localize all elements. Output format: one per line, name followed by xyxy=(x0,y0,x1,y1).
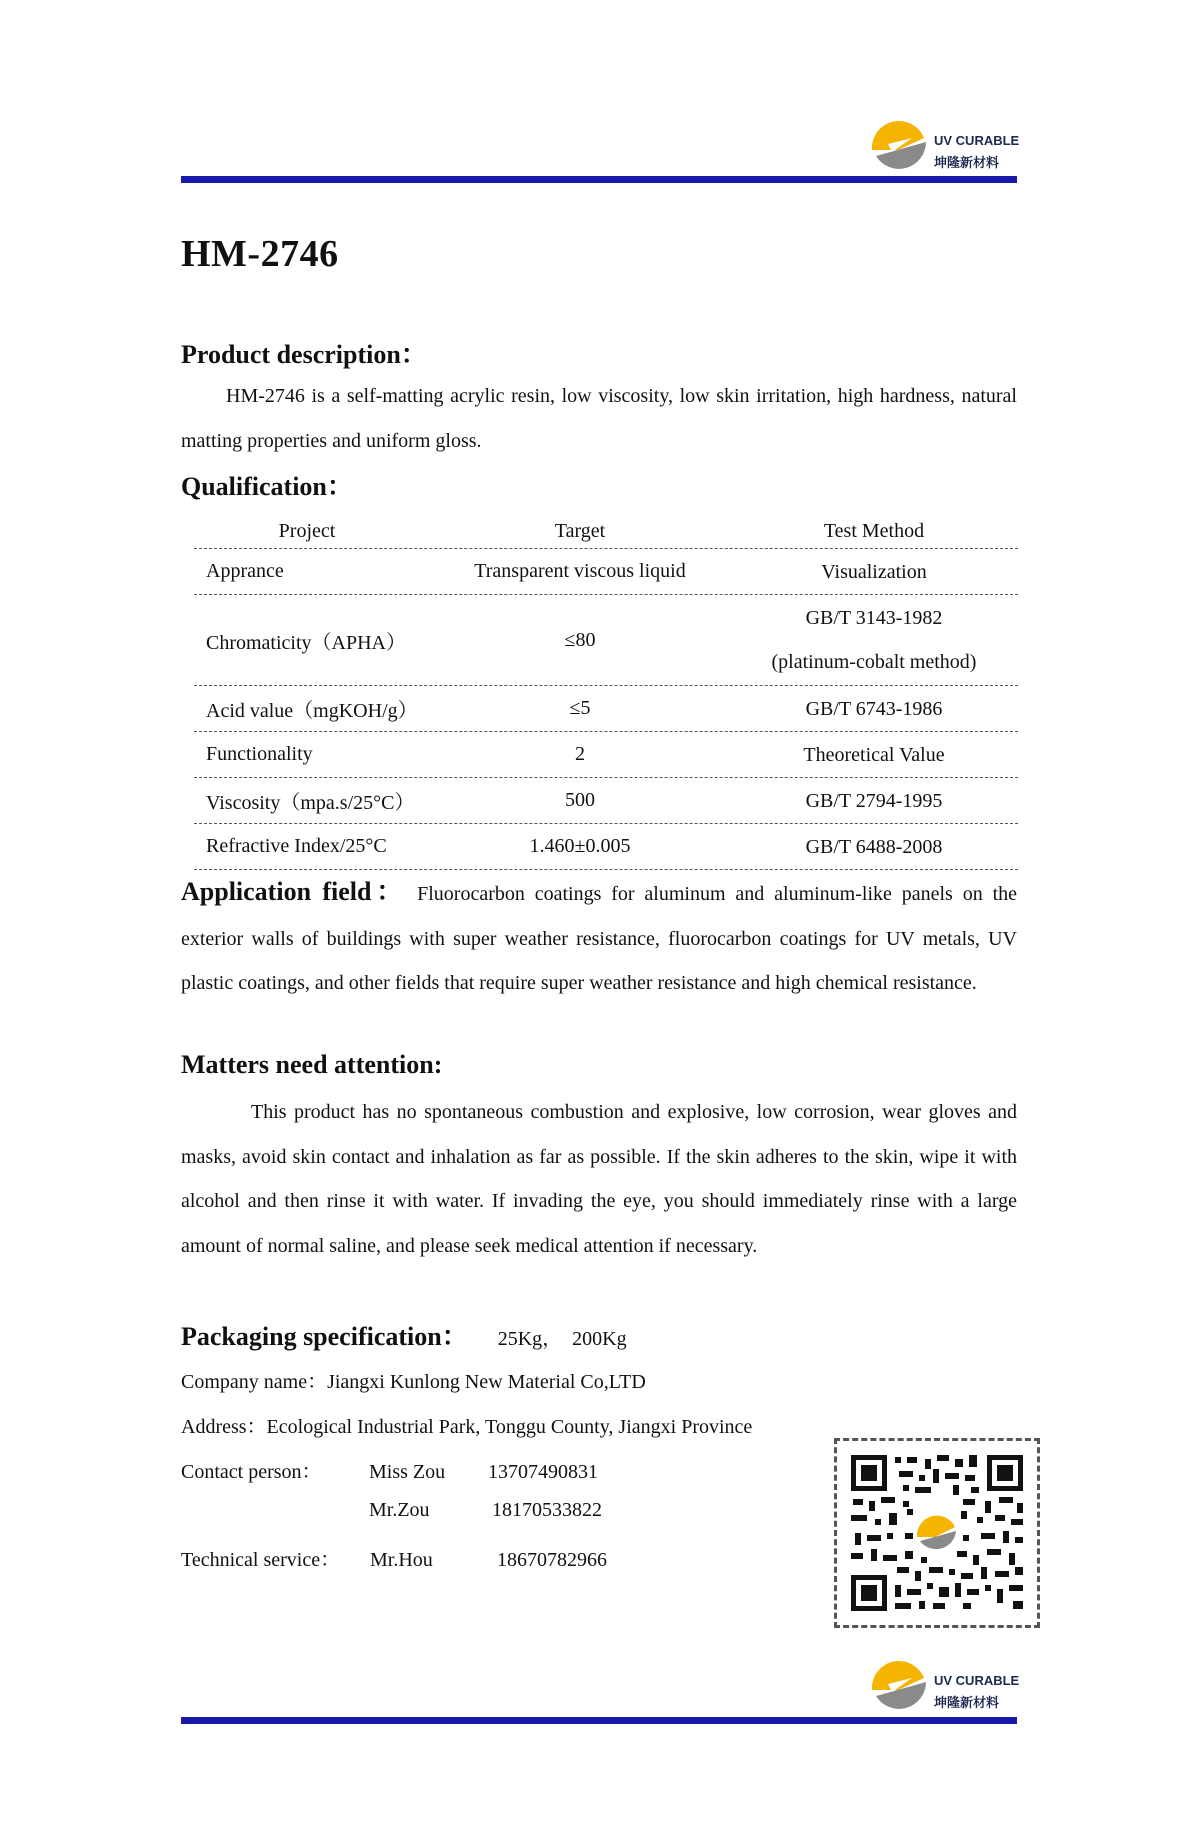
contact-phone: 18170533822 xyxy=(492,1499,602,1521)
contact-line-1 xyxy=(181,1455,598,1484)
logo-emblem-icon xyxy=(868,1656,930,1718)
technical-name: Mr.Hou xyxy=(370,1549,433,1571)
product-title: HM-2746 xyxy=(181,233,339,275)
cell-method: GB/T 6743-1986 xyxy=(805,697,943,720)
cell-target: ≤80 xyxy=(564,628,596,651)
table-row xyxy=(194,824,1018,870)
cell-method-line2: (platinum-cobalt method) xyxy=(771,651,977,673)
contact-name: Mr.Zou xyxy=(369,1499,430,1521)
address-label: Address： xyxy=(181,1416,267,1438)
qualification-heading: Qualification： xyxy=(181,472,353,501)
column-header-target: Target xyxy=(554,519,606,542)
packaging-heading: Packaging specification： xyxy=(181,1322,468,1351)
cell-target: 2 xyxy=(575,743,585,765)
contact-line-2 xyxy=(369,1499,602,1522)
address-line xyxy=(181,1410,752,1439)
cell-method xyxy=(730,596,1018,684)
application-field-heading: Application field： xyxy=(181,877,408,906)
contact-name: Miss Zou xyxy=(369,1461,446,1483)
table-row xyxy=(194,549,1018,595)
qr-code xyxy=(834,1438,1040,1628)
logo-text-cn: 坤隆新材料 xyxy=(934,1696,1000,1711)
technical-phone: 18670782966 xyxy=(497,1549,607,1571)
logo-emblem-icon xyxy=(868,116,930,178)
logo-top xyxy=(868,116,1028,180)
application-field-text: Fluorocarbon coatings for aluminum and aluminum-like panels on the exterior walls of buildings with super weather resistance, fluorocarbon coatings for UV metals, UV plastic coatings, and other fields that require super weather resistance and high chemical resistance. xyxy=(181,883,1018,994)
cell-project: Chromaticity（APHA） xyxy=(206,631,406,654)
contact-phone: 13707490831 xyxy=(488,1461,598,1483)
qualification-table xyxy=(194,514,1018,870)
table-row xyxy=(194,732,1018,778)
company-value: Jiangxi Kunlong New Material Co,LTD xyxy=(327,1371,646,1393)
cell-method: GB/T 6488-2008 xyxy=(805,835,943,858)
logo-text-en: UV CURABLE xyxy=(934,133,1020,148)
product-description-text: HM-2746 is a self-matting acrylic resin, low viscosity, low skin irritation, high hardness, natural matting properties and uniform gloss. xyxy=(181,385,1017,452)
logo-text-cn: 坤隆新材料 xyxy=(934,156,1000,171)
matters-text: This product has no spontaneous combustion and explosive, low corrosion, wear gloves and masks, avoid skin contact and inhalation as far as possible. If the skin adheres to the skin, wipe it with alcohol and then rinse it with water. If invading the eye, you should immediately rinse with a large amount of normal saline, and please seek medical attention if necessary. xyxy=(181,1101,1017,1257)
cell-method: GB/T 2794-1995 xyxy=(805,789,943,812)
table-row xyxy=(194,778,1018,824)
cell-project: Refractive Index/25°C xyxy=(206,835,387,857)
cell-project: Viscosity（mpa.s/25°C） xyxy=(206,792,415,814)
logo-text-en: UV CURABLE xyxy=(934,1673,1020,1688)
footer-rule xyxy=(181,1717,1017,1724)
technical-line xyxy=(181,1543,607,1572)
header-rule xyxy=(181,176,1017,183)
cell-target: 500 xyxy=(565,789,595,811)
cell-method: Visualization xyxy=(821,560,927,583)
technical-label: Technical service： xyxy=(181,1549,341,1571)
cell-project: Acid value（mgKOH/g） xyxy=(206,700,418,722)
company-line xyxy=(181,1365,646,1394)
cell-method-line1: GB/T 3143-1982 xyxy=(805,607,943,629)
qr-code-icon xyxy=(845,1449,1029,1617)
packaging-value: 25Kg， 200Kg xyxy=(497,1328,627,1350)
product-description-heading: Product description： xyxy=(181,340,427,369)
table-row xyxy=(194,595,1018,686)
cell-project: Functionality xyxy=(206,743,313,765)
cell-method: Theoretical Value xyxy=(803,743,945,766)
table-row xyxy=(194,686,1018,732)
address-value: Ecological Industrial Park, Tonggu County, Jiangxi Province xyxy=(266,1416,753,1438)
matters-heading: Matters need attention: xyxy=(181,1050,443,1079)
cell-target: 1.460±0.005 xyxy=(529,835,631,857)
column-header-project: Project xyxy=(278,519,336,542)
cell-target: ≤5 xyxy=(569,697,591,719)
packaging-line xyxy=(181,1316,627,1353)
logo-bottom xyxy=(868,1656,1028,1720)
table-header-row xyxy=(194,514,1018,549)
contact-label: Contact person： xyxy=(181,1461,322,1483)
cell-target: Transparent viscous liquid xyxy=(474,560,686,582)
column-header-method: Test Method xyxy=(823,520,925,542)
company-label: Company name： xyxy=(181,1371,328,1393)
cell-project: Apprance xyxy=(206,560,284,582)
application-field xyxy=(181,870,1017,1006)
